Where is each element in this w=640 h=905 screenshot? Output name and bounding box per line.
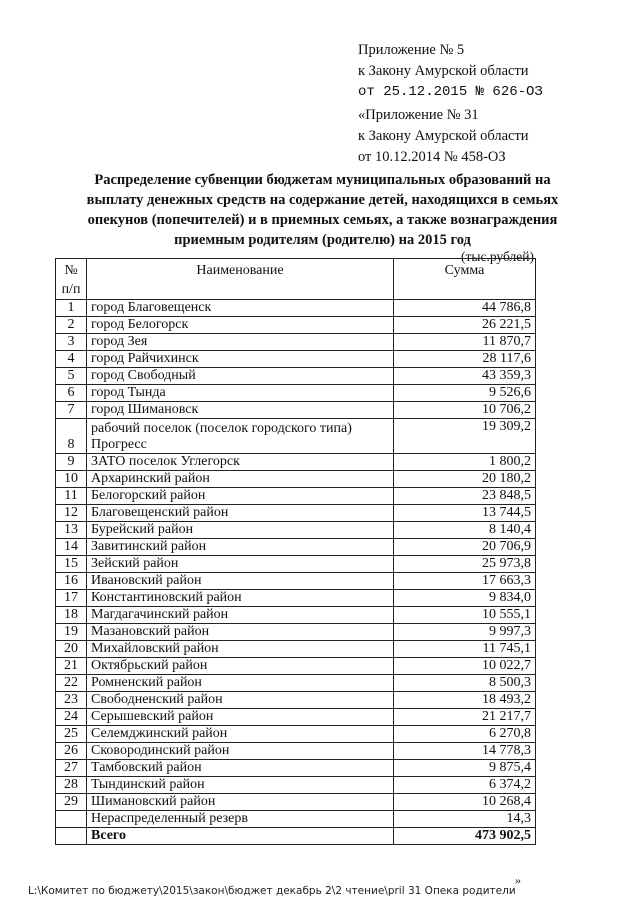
appendix-amended-header [358,105,529,168]
row-number: 23 [56,692,87,709]
row-name: город Райчихинск [87,351,394,368]
row-sum: 6 270,8 [394,726,536,743]
appendix-law: к Закону Амурской области [358,63,529,79]
table-row [56,471,536,488]
row-name: Сковородинский район [87,743,394,760]
row-name: Нераспределенный резерв [87,811,394,828]
table-row [56,317,536,334]
table-row [56,726,536,743]
table-row [56,385,536,402]
row-sum: 10 268,4 [394,794,536,811]
appendix-number: «Приложение № 31 [358,107,479,123]
row-sum: 28 117,6 [394,351,536,368]
table-row [56,777,536,794]
row-number: 26 [56,743,87,760]
total-label: Всего [87,828,394,845]
row-number: 24 [56,709,87,726]
row-number: 11 [56,488,87,505]
row-number: 19 [56,624,87,641]
distribution-table [55,258,536,845]
row-number: 15 [56,556,87,573]
table-row [56,590,536,607]
footer-file-path: L:\Комитет по бюджету\2015\закон\бюджет декабрь 2\2 чтение\pril 31 Опека родители [28,885,516,897]
title-line: опекунов (попечителей) и в приемных семьях, а также вознаграждения [87,212,558,228]
row-number: 10 [56,471,87,488]
table-row [56,675,536,692]
row-number: 14 [56,539,87,556]
table-row [56,402,536,419]
row-name: Свободненский район [87,692,394,709]
row-name: Селемджинский район [87,726,394,743]
table-row [56,607,536,624]
table-row [56,334,536,351]
row-number: 9 [56,454,87,471]
table-body [56,300,536,845]
row-number: 5 [56,368,87,385]
table-row [56,539,536,556]
row-number: 13 [56,522,87,539]
row-name: Завитинский район [87,539,394,556]
closing-quote: » [515,873,521,887]
row-number: 28 [56,777,87,794]
row-number: 2 [56,317,87,334]
row-name: рабочий поселок (поселок городского типа) Прогресс [87,419,394,454]
row-sum: 1 800,2 [394,454,536,471]
row-number: 1 [56,300,87,317]
row-number: 21 [56,658,87,675]
table-header-row [56,259,536,300]
row-sum: 8 140,4 [394,522,536,539]
appendix-date: от 25.12.2015 № 626-ОЗ [358,84,543,100]
row-sum: 9 526,6 [394,385,536,402]
table-row [56,641,536,658]
row-number: 18 [56,607,87,624]
table-row [56,624,536,641]
row-sum: 25 973,8 [394,556,536,573]
row-name: ЗАТО поселок Углегорск [87,454,394,471]
row-name: Серышевский район [87,709,394,726]
header-name: Наименование [87,259,394,300]
table-row [56,505,536,522]
table-row [56,794,536,811]
row-number: 4 [56,351,87,368]
appendix-date: от 10.12.2014 № 458-ОЗ [358,149,506,165]
row-sum: 26 221,5 [394,317,536,334]
table-row [56,811,536,828]
table-total-row [56,828,536,845]
table-row [56,300,536,317]
row-sum: 20 180,2 [394,471,536,488]
row-sum: 18 493,2 [394,692,536,709]
row-name: Шимановский район [87,794,394,811]
row-name: город Благовещенск [87,300,394,317]
row-name: Тамбовский район [87,760,394,777]
table-row [56,760,536,777]
header-number: № п/п [56,259,87,300]
title-line: Распределение субвенции бюджетам муниципальных образований на [94,172,551,188]
row-name: Архаринский район [87,471,394,488]
row-sum: 6 374,2 [394,777,536,794]
row-sum: 14 778,3 [394,743,536,760]
row-number: 6 [56,385,87,402]
table-row [56,573,536,590]
title-line: приемным родителям (родителю) на 2015 год [174,232,471,248]
table-row [56,488,536,505]
table-row [56,658,536,675]
row-sum: 19 309,2 [394,419,536,454]
row-name: Зейский район [87,556,394,573]
row-sum: 8 500,3 [394,675,536,692]
row-number: 16 [56,573,87,590]
appendix-number: Приложение № 5 [358,42,465,58]
row-name: Михайловский район [87,641,394,658]
row-name: город Зея [87,334,394,351]
row-sum: 44 786,8 [394,300,536,317]
row-number: 25 [56,726,87,743]
row-sum: 9 834,0 [394,590,536,607]
row-name: Тындинский район [87,777,394,794]
appendix-law: к Закону Амурской области [358,128,529,144]
row-number: 17 [56,590,87,607]
row-number: 8 [56,419,87,454]
row-number: 12 [56,505,87,522]
document-title [60,170,585,250]
row-name: город Шимановск [87,402,394,419]
row-number: 7 [56,402,87,419]
row-sum: 10 555,1 [394,607,536,624]
row-number: 22 [56,675,87,692]
row-name: Константиновский район [87,590,394,607]
title-line: выплату денежных средств на содержание детей, находящихся в семьях [86,192,559,208]
row-number [56,811,87,828]
row-sum: 10 022,7 [394,658,536,675]
row-sum: 9 875,4 [394,760,536,777]
row-name: Бурейский район [87,522,394,539]
row-name: Ивановский район [87,573,394,590]
row-sum: 10 706,2 [394,402,536,419]
row-number: 27 [56,760,87,777]
row-number: 20 [56,641,87,658]
table-row [56,692,536,709]
table-row [56,556,536,573]
table-row [56,368,536,385]
row-name: Ромненский район [87,675,394,692]
row-number: 3 [56,334,87,351]
row-name: Белогорский район [87,488,394,505]
row-name: город Белогорск [87,317,394,334]
row-number: 29 [56,794,87,811]
table-row [56,522,536,539]
row-sum: 21 217,7 [394,709,536,726]
row-sum: 11 745,1 [394,641,536,658]
row-sum: 17 663,3 [394,573,536,590]
total-sum: 473 902,5 [394,828,536,845]
table-row [56,419,536,454]
appendix-current-header [358,40,543,103]
table-row [56,351,536,368]
row-name: Магдагачинский район [87,607,394,624]
row-sum: 43 359,3 [394,368,536,385]
units-label: (тыс.рублей) [461,249,534,264]
row-sum: 11 870,7 [394,334,536,351]
header-sum: Сумма [394,259,536,300]
total-number [56,828,87,845]
table-row [56,743,536,760]
row-sum: 23 848,5 [394,488,536,505]
row-name: Благовещенский район [87,505,394,522]
row-sum: 20 706,9 [394,539,536,556]
row-sum: 13 744,5 [394,505,536,522]
row-sum: 9 997,3 [394,624,536,641]
table-row [56,454,536,471]
row-name: город Свободный [87,368,394,385]
row-sum: 14,3 [394,811,536,828]
row-name: город Тында [87,385,394,402]
table-row [56,709,536,726]
row-name: Октябрьский район [87,658,394,675]
row-name: Мазановский район [87,624,394,641]
